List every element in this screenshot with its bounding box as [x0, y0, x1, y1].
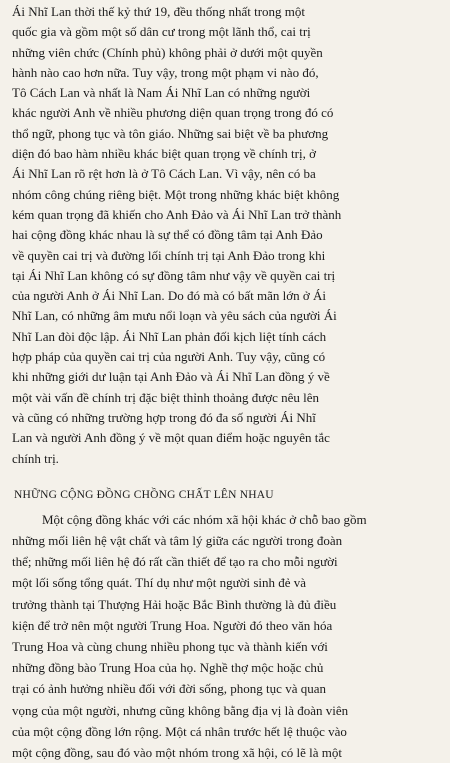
text-line: hành nào cao hơn nữa. Tuy vậy, trong một phạm vi nào đó, — [12, 64, 319, 80]
text-line: vọng của một người, nhưng cũng không bằng địa vị là đoàn viên — [12, 702, 349, 718]
text-line: trại có ảnh hưởng nhiều đối với đời sống, phong tục và quan — [12, 681, 326, 697]
text-line: Lan và người Anh đồng ý về một quan điểm hoặc nguyên tắc — [12, 430, 330, 446]
text-line: những mối liên hệ vật chất và tâm lý giữa các người trong đoàn — [12, 533, 343, 549]
text-line: Nhĩ Lan đòi độc lập. Ái Nhĩ Lan phản đối kịch liệt tính cách — [12, 328, 327, 344]
text-line: khi những giới dư luận tại Anh Đảo và Ái Nhĩ Lan đồng ý về — [12, 369, 330, 385]
text-line: nhóm công chúng riêng biệt. Một trong những khác biệt không — [12, 186, 340, 202]
text-line: một cộng đồng, sau đó vào một nhóm trong xã hội, có lẽ là một — [12, 745, 343, 761]
text-line: của một cộng đồng lớn rộng. Một cá nhân trước hết lệ thuộc vào — [12, 723, 347, 739]
text-line: kém quan trọng đã khiến cho Anh Đảo và Ái Nhĩ Lan trở thành — [12, 206, 342, 222]
text-line: những đồng bào Trung Hoa của họ. Nghề thợ mộc hoặc chủ — [12, 660, 324, 676]
text-line: về quyền cai trị và đường lối chính trị tại Anh Đảo trong khi — [12, 247, 326, 263]
text-line: hợp pháp của quyền cai trị của người Anh. Tuy vậy, cũng có — [12, 349, 326, 365]
text-line: Ái Nhĩ Lan rõ rệt hơn là ở Tô Cách Lan. Vì vậy, nên có ba — [12, 166, 316, 182]
text-line: một vài vấn đề chính trị đặc biệt thỉnh thoảng được nêu lên — [12, 389, 320, 405]
text-line: hai cộng đồng khác nhau là sự thể có đồng tâm tại Anh Đảo — [12, 227, 323, 243]
text-line: diện đó bao hàm nhiều khác biệt quan trọng về chính trị, ở — [12, 146, 316, 162]
text-line: kiện để trở nên một người Trung Hoa. Người đó theo văn hóa — [12, 617, 333, 633]
text-line: chính trị. — [12, 450, 59, 466]
text-line: Trung Hoa và cùng chung nhiều phong tục và thành kiến với — [12, 639, 328, 655]
text-line: Một cộng đồng khác với các nhóm xã hội khác ở chỗ bao gồm — [42, 511, 367, 527]
text-line: Tô Cách Lan và nhất là Nam Ái Nhĩ Lan có những người — [12, 85, 311, 101]
section-heading: NHỮNG CỘNG ĐỒNG CHỒNG CHẤT LÊN NHAU — [14, 488, 274, 501]
text-line: và cũng có những trường hợp trong đó đa số người Ái Nhĩ — [12, 409, 316, 425]
text-line: khác người Anh về nhiều phương diện quan trọng trong đó có — [12, 105, 334, 121]
paragraph-1 — [12, 2, 440, 469]
text-line: thổ ngữ, phong tục và tôn giáo. Những sai biệt về ba phương — [12, 125, 329, 141]
text-line: quốc gia và gồm một số dân cư trong một lãnh thổ, cai trị — [12, 24, 311, 40]
text-line: tại Ái Nhĩ Lan không có sự đồng tâm như vậy về quyền cai trị — [12, 267, 336, 283]
text-line: Nhĩ Lan, có những âm mưu nổi loạn và yêu sách của người Ái — [12, 308, 337, 324]
text-line: Ái Nhĩ Lan thời thế kỷ thứ 19, đều thống nhất trong một — [12, 4, 306, 19]
text-line: trưởng thành tại Thượng Hải hoặc Bắc Bình thường là đủ điều — [12, 596, 337, 612]
text-line: của người Anh ở Ái Nhĩ Lan. Do đó mà có bất mãn lớn ở Ái — [12, 288, 326, 304]
text-line: những viên chức (Chính phủ) không phải ở dưới một quyền — [12, 44, 323, 60]
text-line: một lối sống tổng quát. Thí dụ như một người sinh đẻ và — [12, 575, 307, 591]
paragraph-2 — [12, 509, 440, 763]
text-line: thể; những mối liên hệ đó rất cần thiết để tạo ra cho mỗi người — [12, 554, 338, 570]
